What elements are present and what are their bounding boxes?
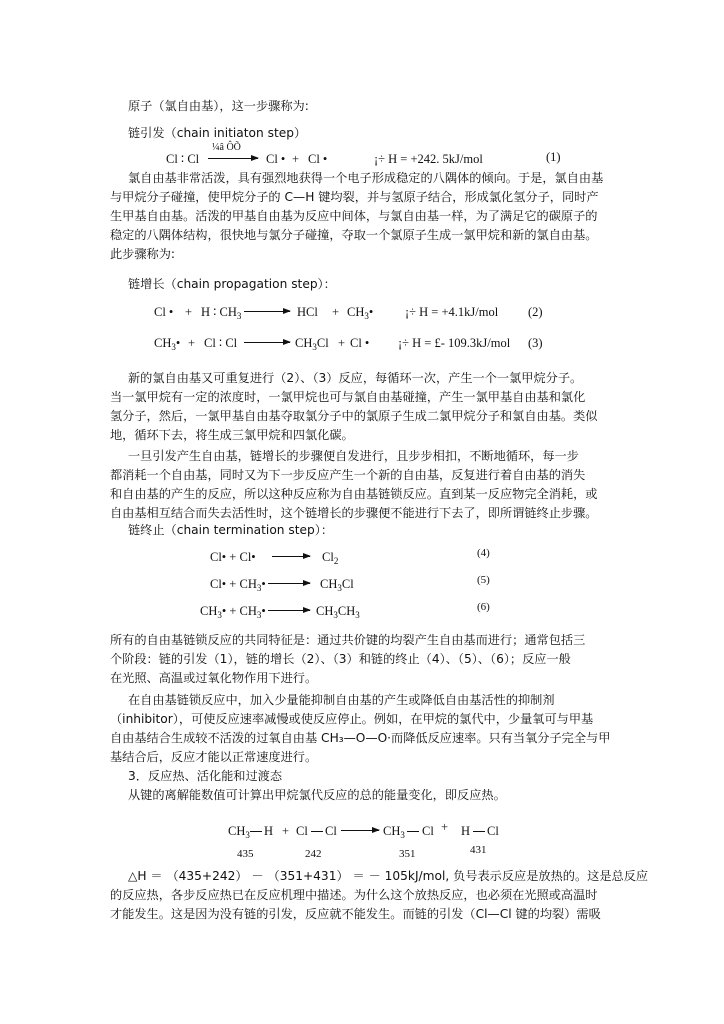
para3-line-1: 一旦引发产生自由基，链增长的步骤便自发进行，且步步相扣，不断地循环，每一步 <box>128 449 579 463</box>
bond-eq-ch3: $CH_3$ <box>228 824 250 840</box>
reaction-2-plus-1: + <box>185 305 193 319</box>
reaction-2-reactant-2: H ∶ $CH_3$ <box>201 305 242 321</box>
para7-line-1: △H ＝ （435+242） － （351+431） ＝ － 105kJ/mol, 负号表示反应是放热的。这是总反应 <box>128 869 649 883</box>
reaction-3-number: (3) <box>528 336 543 350</box>
para6-line-1: 从键的离解能数值可计算出甲烷氯代反应的总的能量变化，即反应热。 <box>128 788 506 802</box>
bond-eq-cl-1: Cl <box>296 824 308 838</box>
reaction-4-arrow <box>272 556 310 557</box>
reaction-3-reactant-1: $CH_3•$ <box>154 336 181 352</box>
reaction-2-enthalpy: ¡÷ H = +4.1kJ/mol <box>405 305 499 319</box>
para5-line-3: 自由基结合生成较不活泼的过氧自由基 CH₃—O—O·而降低反应速率。只有当氧分子完全与甲 <box>110 731 611 745</box>
para4-line-2: 个阶段：链的引发（1），链的增长（2）、（3）和链的终止（4）、（5）、（6）；反应一般 <box>110 652 571 666</box>
reaction-3-arrow <box>244 342 290 343</box>
reaction-6-arrow <box>268 610 310 611</box>
bond-line-ccl <box>407 831 419 832</box>
reaction-6-product: $CH_3CH_3$ <box>316 604 360 620</box>
para7-line-2: 的反应热，各步反应热已在反应机理中描述。为什么这个放热反应，也必须在光照或高温时 <box>110 888 598 902</box>
bond-line-hcl <box>473 831 485 832</box>
bond-eq-plus-1: + <box>282 824 290 838</box>
reaction-6-number: (6) <box>477 601 490 613</box>
propagation-heading: 链增长（chain propagation step）： <box>128 277 336 291</box>
initiation-product-2: Cl • <box>308 152 328 166</box>
para4-line-3: 在光照、高温或过氧化物作用下进行。 <box>110 671 318 685</box>
para1-line-3: 生甲基自由基。活泼的甲基自由基为反应中间体，与氯自由基一样，为了满足它的碳原子的 <box>110 209 598 223</box>
para4-line-1: 所有的自由基链锁反应的共同特征是：通过共价键的均裂产生自由基而进行；通常包括三 <box>110 633 586 647</box>
reaction-3-plus-2: + <box>338 336 346 350</box>
para3-line-3: 和自由基的产生的反应，所以这种反应称为自由基链锁反应。直到某一反应物完全消耗，或 <box>110 487 598 501</box>
reaction-2-reactant-1: Cl • <box>154 305 174 319</box>
reaction-6-reactants: $CH_3•$ + $CH_3•$ <box>200 604 266 620</box>
reaction-3-plus-1: + <box>188 336 196 350</box>
reaction-4-number: (4) <box>477 547 490 559</box>
bond-line-clcl <box>311 831 323 832</box>
para3-line-4: 自由基相互结合而失去活性时，这个链增长的步骤便不能进行下去了，即所谓链终止步骤。 <box>110 506 598 520</box>
para5-line-1: 在自由基链锁反应中，加入少量能抑制自由基的产生或降低自由基活性的抑制剂 <box>128 693 555 707</box>
para2-line-1: 新的氯自由基又可重复进行（2）、（3）反应，每循环一次，产生一个一氯甲烷分子。 <box>128 371 583 385</box>
bond-energy-ccl: 351 <box>399 848 416 860</box>
termination-heading: 链终止（chain termination step）： <box>128 523 334 537</box>
reaction-3-product-2: Cl • <box>350 336 370 350</box>
reaction-2-plus-2: + <box>332 305 340 319</box>
bond-eq-h-2: H <box>461 824 471 838</box>
initiation-condition: ¼â ÔÕ <box>212 142 241 153</box>
reaction-5-reactants: Cl• + $CH_3•$ <box>210 577 266 593</box>
bond-eq-plus-2: + <box>441 820 449 834</box>
reaction-2-number: (2) <box>528 305 543 319</box>
reaction-5-product: $CH_3Cl$ <box>320 577 354 593</box>
para5-line-2: （inhibitor），可使反应速率减慢或使反应停止。例如，在甲烷的氯代中，少量氧可与甲基 <box>110 712 594 726</box>
initiation-number: (1) <box>546 150 561 164</box>
bond-eq-h: H <box>264 824 274 838</box>
para1-line-1: 氯自由基非常活泼，具有强烈地获得一个电子形成稳定的八隅体的倾向。于是，氯自由基 <box>128 171 604 185</box>
bond-energy-ch: 435 <box>237 848 254 860</box>
para3-line-2: 都消耗一个自由基，同时又为下一步反应产生一个新的自由基，反复进行着自由基的消失 <box>110 468 586 482</box>
bond-line-ch <box>250 831 262 832</box>
initiation-plus: + <box>292 152 300 166</box>
reaction-5-number: (5) <box>477 574 490 586</box>
initiation-enthalpy: ¡÷ H = +242. 5kJ/mol <box>374 152 483 166</box>
para2-line-2: 当一氯甲烷有一定的浓度时，一氯甲烷也可与氯自由基碰撞，产生一氯甲基自由基和氯化 <box>110 390 586 404</box>
reaction-2-arrow <box>244 311 290 312</box>
para1-line-5: 此步骤称为: <box>110 247 176 261</box>
bond-eq-cl-3: Cl <box>422 824 434 838</box>
intro-line: 原子（氯自由基），这一步骤称为: <box>128 99 309 113</box>
para1-line-2: 与甲烷分子碰撞，使甲烷分子的 C—H 键均裂，并与氢原子结合，形成氯化氢分子，同时产 <box>110 190 599 204</box>
reaction-3-enthalpy: ¡÷ H = £- 109.3kJ/mol <box>398 336 511 350</box>
reaction-3-product-1: $CH_3Cl$ <box>295 336 329 352</box>
initiation-reactant: Cl ∶ Cl <box>166 152 200 166</box>
bond-eq-arrow <box>341 830 379 831</box>
bond-energy-hcl: 431 <box>470 844 487 856</box>
reaction-5-arrow <box>268 583 310 584</box>
initiation-heading: 链引发（chain initiaton step） <box>128 126 307 140</box>
reaction-2-product-2: $CH_3•$ <box>347 305 374 321</box>
initiation-arrow <box>208 158 258 159</box>
bond-eq-ch3-product: $CH_3$ <box>383 824 405 840</box>
para1-line-4: 稳定的八隅体结构，很快地与氯分子碰撞，夺取一个氯原子生成一氯甲烷和新的氯自由基。 <box>110 228 598 242</box>
reaction-4-reactants: Cl• + Cl• <box>210 550 256 564</box>
bond-eq-cl-4: Cl <box>487 824 499 838</box>
para7-line-3: 才能发生。这是因为没有链的引发，反应就不能发生。而链的引发（Cl—Cl 键的均裂）需吸 <box>110 907 601 921</box>
para2-line-3: 氢分子，然后，一氯甲基自由基夺取氯分子中的氯原子生成二氯甲烷分子和氯自由基。类似 <box>110 409 598 423</box>
bond-energy-clcl: 242 <box>305 848 322 860</box>
para5-line-4: 基结合后，反应才能以正常速度进行。 <box>110 750 318 764</box>
bond-eq-cl-2: Cl <box>325 824 337 838</box>
para2-line-4: 地，循环下去，将生成三氯甲烷和四氯化碳。 <box>110 428 354 442</box>
reaction-2-product-1: HCl <box>297 305 318 319</box>
reaction-4-product: $Cl_2$ <box>322 550 339 566</box>
reaction-3-reactant-2: Cl ∶ Cl <box>204 336 238 350</box>
initiation-product-1: Cl • <box>266 152 286 166</box>
section-3-heading: 3．反应热、活化能和过渡态 <box>128 769 283 783</box>
